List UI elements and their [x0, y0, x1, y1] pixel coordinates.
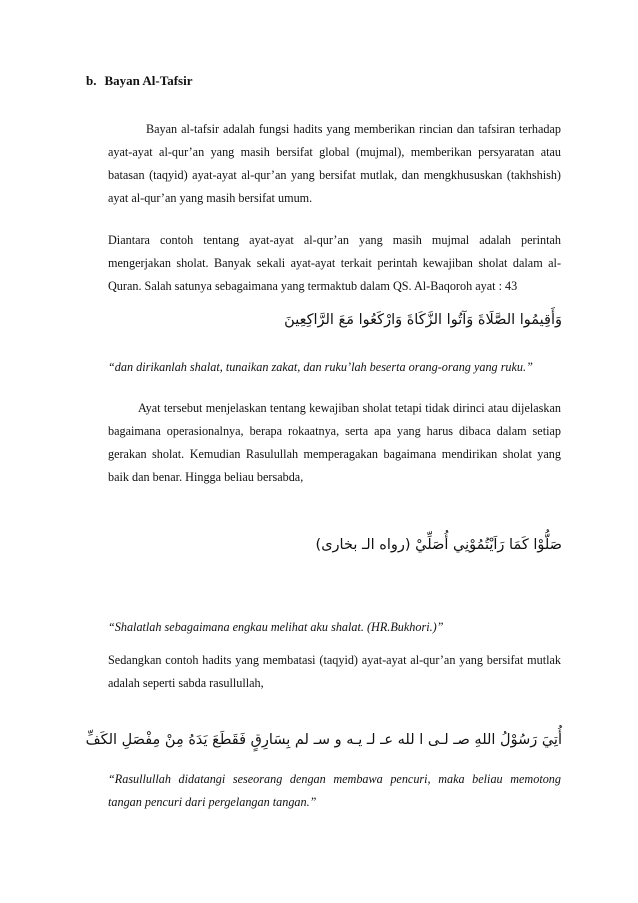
quote-pencuri-translation: “Rasullullah didatangi seseorang dengan membawa pencuri, maka beliau memotong tangan pencuri dari pergelangan tangan.”: [108, 772, 561, 809]
quote-verse-translation: “dan dirikanlah shalat, tunaikan zakat, dan ruku’lah beserta orang-orang yang ruku.”: [108, 360, 533, 374]
section-title: Bayan Al-Tafsir: [104, 73, 193, 88]
arabic-hadith-pencuri: أُتِيَ رَسُوْلُ اللهِ صـ لـى ا لله عـ لـ يـه و سـ لم بِسَارِقٍ فَقَطَعَ يَدَهُ مِنْ مِفْصَلِ الكَفِّ: [85, 732, 562, 748]
arabic-verse-baqarah: وَأَقِيمُوا الصَّلَاةَ وَآتُوا الزَّكَاةَ وَارْكَعُوا مَعَ الرَّاكِعِينَ: [284, 312, 562, 328]
paragraph-taqyid: Sedangkan contoh hadits yang membatasi (taqyid) ayat-ayat al-qur’an yang bersifat mutlak adalah seperti sabda rasullullah,: [108, 653, 561, 690]
section-number: b.: [86, 73, 97, 88]
arabic-hadith-shalat: صَلُّوْا كَمَا رَاَيْتُمُوْنِي أُصَلِّيْ (رواه الـ بخارى): [315, 537, 562, 553]
paragraph-example-intro: Diantara contoh tentang ayat-ayat al-qur’an yang masih mujmal adalah perintah mengerjakan sholat. Banyak sekali ayat-ayat terkait perintah kewajiban sholat dalam al-Quran. Salah satunya sebagaimana yang termaktub dalam QS. Al-Baqoroh ayat : 43: [108, 233, 561, 293]
paragraph-definition: Bayan al-tafsir adalah fungsi hadits yang memberikan rincian dan tafsiran terhadap ayat-ayat al-qur’an yang masih bersifat global (mujmal), memberikan persyaratan atau batasan (taqyid) ayat-ayat al-qur’an yang bersifat mutlak, dan mengkhususkan (takhshish) ayat al-qur’an yang masih bersifat umum.: [108, 122, 561, 205]
quote-hadith-translation: “Shalatlah sebagaimana engkau melihat aku shalat. (HR.Bukhori.)”: [108, 620, 444, 634]
section-heading: [86, 73, 193, 89]
paragraph-explanation: Ayat tersebut menjelaskan tentang kewajiban sholat tetapi tidak dirinci atau dijelaskan bagaimana operasionalnya, berapa rokaatnya, serta apa yang harus dibaca dalam setiap gerakan sholat. Kemudian Rasulullah memperagakan bagaimana mendirikan sholat yang baik dan benar. Hingga beliau bersabda,: [108, 401, 561, 484]
